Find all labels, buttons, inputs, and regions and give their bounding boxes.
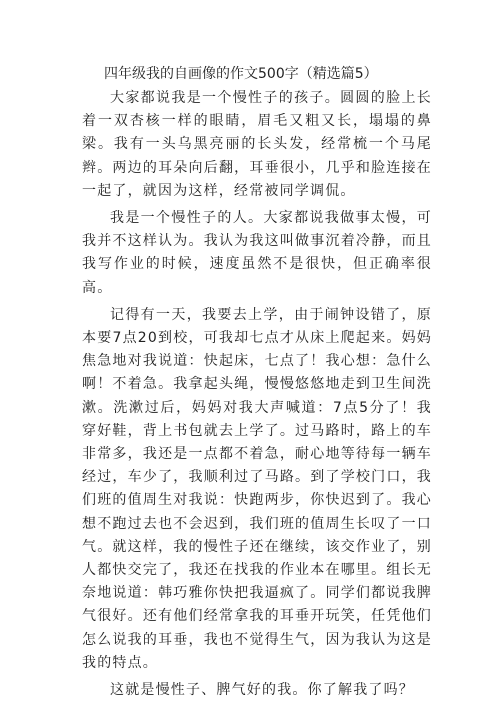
paragraph-2: 我是一个慢性子的人。大家都说我做事太慢，可我并不这样认为。我认为我这叫做事沉着冷静，而且我写作业的时候，速度虽然不是很快，但正确率很高。	[82, 210, 432, 296]
document-body	[82, 87, 432, 706]
paragraph-1: 大家都说我是一个慢性子的孩子。圆圆的脸上长着一双杏核一样的眼睛，眉毛又粗又长，塌塌的鼻梁。我有一头乌黑亮丽的长头发，经常梳一个马尾辫。两边的耳朵向后翻，耳垂很小，几乎和脸连接在一起了，就因为这样，经常被同学调侃。	[82, 90, 432, 199]
paragraph-4: 这就是慢性子、脾气好的我。你了解我了吗？	[110, 682, 414, 699]
paragraph-3: 记得有一天，我要去上学，由于闹钟设错了，原本要7点20到校，可我却七点才从床上爬起来。妈妈焦急地对我说道：快起床，七点了！我心想：急什么啊！不着急。我拿起头绳，慢慢悠悠地走到卫生间洗漱。洗漱过后，妈妈对我大声喊道：7点5分了！我穿好鞋，背上书包就去上学了。过马路时，路上的车非常多，我还是一点都不着急，耐心地等待每一辆车经过，车少了，我顺利过了马路。到了学校门口，我们班的值周生对我说：快跑两步，你快迟到了。我心想不跑过去也不会迟到，我们班的值周生长叹了一口气。就这样，我的慢性子还在继续，该交作业了，别人都快交完了，我还在找我的作业本在哪里。组长无奈地说道：韩巧雅你快把我逼疯了。同学们都说我脾气很好。还有他们经常拿我的耳垂开玩笑，任凭他们怎么说我的耳垂，我也不觉得生气，因为我认为这是我的特点。	[82, 306, 432, 671]
document-title: 四年级我的自画像的作文500字（精选篇5）	[104, 66, 378, 82]
